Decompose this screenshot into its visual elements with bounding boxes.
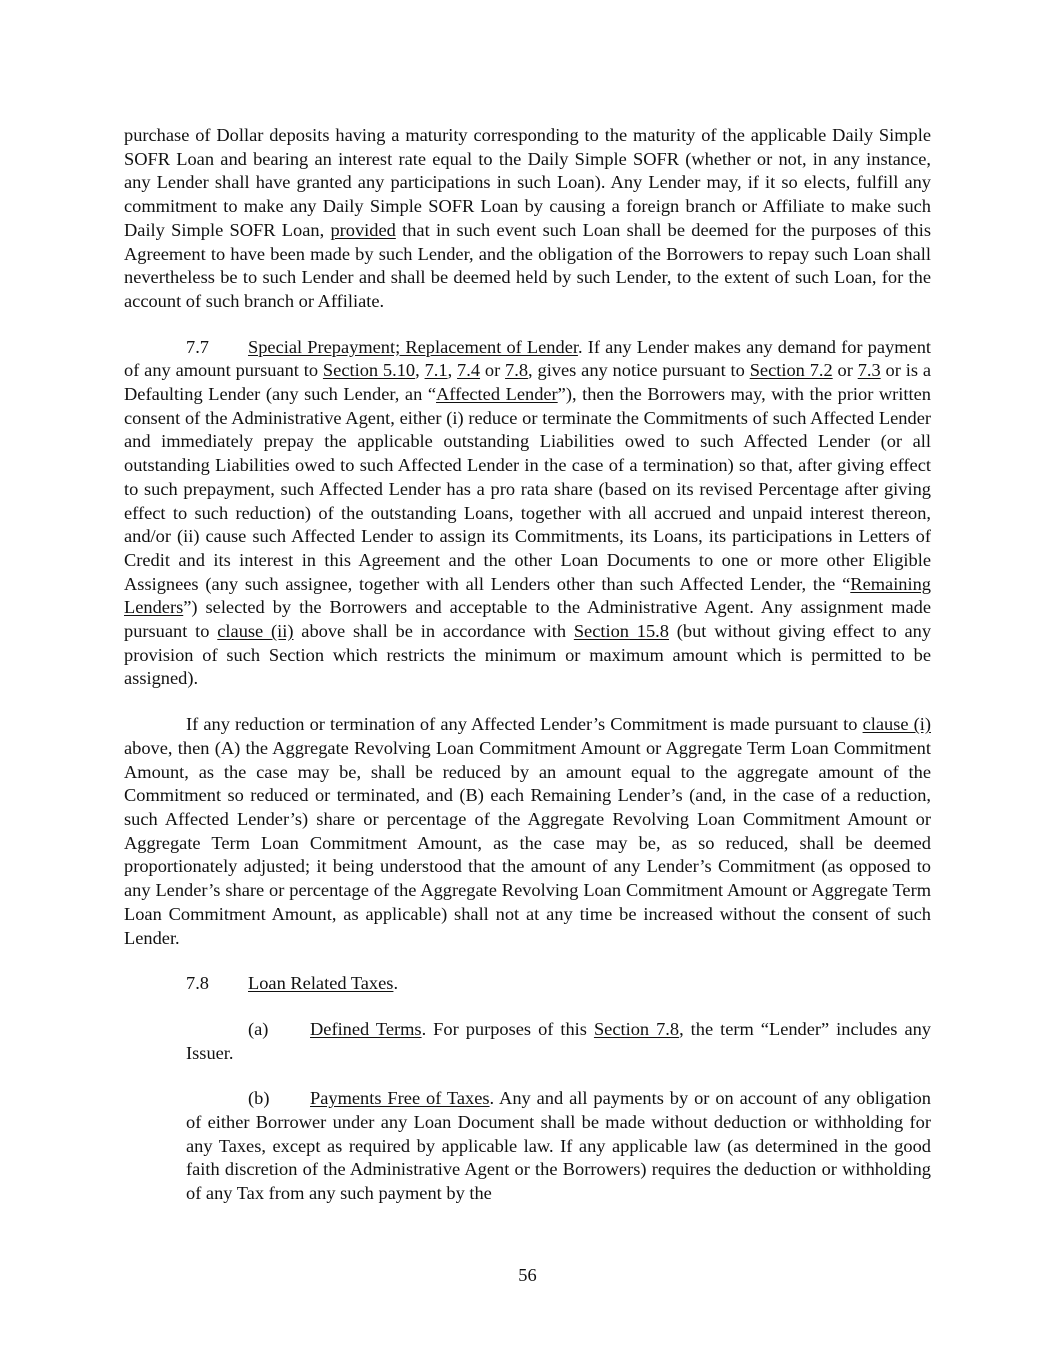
section-7-7-text: ”) selected by the Borrowers and acceptable to the Administrative Agent. Any assignment made pursuant to [124, 597, 931, 642]
ref-7-8: 7.8 [505, 360, 529, 381]
ref-7-4: 7.4 [457, 360, 481, 381]
separator: or [832, 360, 858, 381]
subsection-a-title: Defined Terms [310, 1018, 422, 1039]
affected-lender-term: Affected Lender [436, 384, 558, 405]
section-7-7-text: above shall be in accordance with [293, 621, 574, 642]
reduction-text: above, then (A) the Aggregate Revolving Loan Commitment Amount or Aggregate Term Loan Commitment Amount, as the case may be, shall be reduced by an amount equal to the aggregate amount of the Commitment so reduced or terminated, and (B) each Remaining Lender’s (and, in the case of a reduction, such Affected Lender’s) share or percentage of the Aggregate Revolving Loan Commitment Amount or Aggregate Term Loan Commitment Amount, as the case may be, as so reduced, shall be deemed proportionately adjusted; it being understood that the amount of any Lender’s Commitment (as opposed to any Lender’s share or percentage of the Aggregate Revolving Loan Commitment Amount or Aggregate Term Loan Commitment Amount, as applicable) shall not at any time be increased without the consent of such Lender. [124, 737, 931, 948]
separator: , [415, 360, 425, 381]
continuation-tail: that in such event such Loan shall be deemed for the purposes of this Agreement to have been made by such Lender, and the obligation of the Borrowers to repay such Loan shall nevertheless be to such Lender and shall be deemed held by such Lender, to the extent of such Loan, for the account of such branch or Affiliate. [124, 219, 931, 311]
ref-7-1: 7.1 [424, 360, 448, 381]
subsection-a-text: , the term “Lender” includes any Issuer. [186, 1018, 932, 1063]
section-7-7-text: , gives any notice pursuant to [528, 360, 750, 381]
continuation-paragraph [124, 124, 931, 314]
ref-7-3: 7.3 [857, 360, 881, 381]
ref-section-5-10: Section 5.10 [322, 360, 416, 381]
subsection-b-title: Payments Free of Taxes [310, 1088, 490, 1109]
section-7-7-text: . If any Lender makes any demand for payment of any amount pursuant to [124, 336, 931, 381]
ref-section-7-2: Section 7.2 [749, 360, 833, 381]
provided-term: provided [330, 219, 396, 240]
subsection-b [186, 1087, 931, 1206]
subsection-a [186, 1018, 931, 1065]
section-7-8-title-end: . [393, 973, 399, 994]
continuation-text: purchase of Dollar deposits having a maturity corresponding to the maturity of the applicable Daily Simple SOFR Loan and bearing an interest rate equal to the Daily Simple SOFR (whether or not, in any instance, any Lender shall have granted any participations in such Loan). Any Lender may, if it so elects, fulfill any commitment to make any Daily Simple SOFR Loan by causing a foreign branch or Affiliate to make such Daily Simple SOFR Loan, [124, 125, 931, 240]
reduction-text: If any reduction or termination of any Affected Lender’s Commitment is made pursuant to [186, 714, 863, 735]
section-7-8-number: 7.8 [186, 973, 209, 994]
section-7-8-heading [124, 972, 931, 996]
remaining-lenders-term: Remaining Lenders [124, 573, 931, 618]
section-7-7-number: 7.7 [186, 336, 209, 357]
section-7-7-text: or is a Defaulting Lender (any such Lender, an “ [124, 360, 931, 405]
subsection-a-text: . For purposes of this [421, 1018, 594, 1039]
separator: or [480, 360, 506, 381]
section-7-7-paragraph [124, 336, 931, 692]
ref-clause-i: clause (i) [862, 714, 931, 735]
section-7-7-title: Special Prepayment; Replacement of Lender [248, 336, 578, 357]
subsection-a-label: (a) [248, 1018, 269, 1039]
ref-section-15-8: Section 15.8 [573, 621, 669, 642]
section-7-7-text: (but without giving effect to any provision of such Section which restricts the minimum or maximum amount which is permitted to be assigned). [124, 621, 932, 689]
separator: , [447, 360, 458, 381]
ref-section-7-8: Section 7.8 [593, 1018, 680, 1039]
subsection-b-text: . Any and all payments by or on account of any obligation of either Borrower under any Loan Document shall be made without deduction or withholding for any Taxes, except as required by applicable law. If any applicable law (as determined in the good faith discretion of the Administrative Agent or the Borrowers) requires the deduction or withholding of any Tax from any such payment by the [186, 1088, 931, 1204]
reduction-paragraph [124, 713, 931, 950]
subsection-b-label: (b) [248, 1088, 270, 1109]
ref-clause-ii: clause (ii) [217, 621, 294, 642]
section-7-8-title: Loan Related Taxes [248, 973, 394, 994]
section-7-7-text: ”), then the Borrowers may, with the prior written consent of the Administrative Agent, either (i) reduce or terminate the Commitments of such Affected Lender and immediately prepay the applicable outstanding Liabilities owed to such Affected Lender (or all outstanding Liabilities owed to such Affected Lender in the case of a termination) so that, after giving effect to such prepayment, such Affected Lender has a pro rata share (based on its revised Percentage after giving effect to such reduction) of the outstanding Loans, together with all accrued and unpaid interest thereon, and/or (ii) cause such Affected Lender to assign its Commitments, its Loans, its participations in Letters of Credit and its interest in this Agreement and the other Loan Documents to one or more other Eligible Assignees (any such assignee, together with all Lenders other than such Affected Lender, the “ [124, 384, 931, 594]
document-body [124, 124, 931, 1228]
page-number: 56 [518, 1265, 537, 1285]
